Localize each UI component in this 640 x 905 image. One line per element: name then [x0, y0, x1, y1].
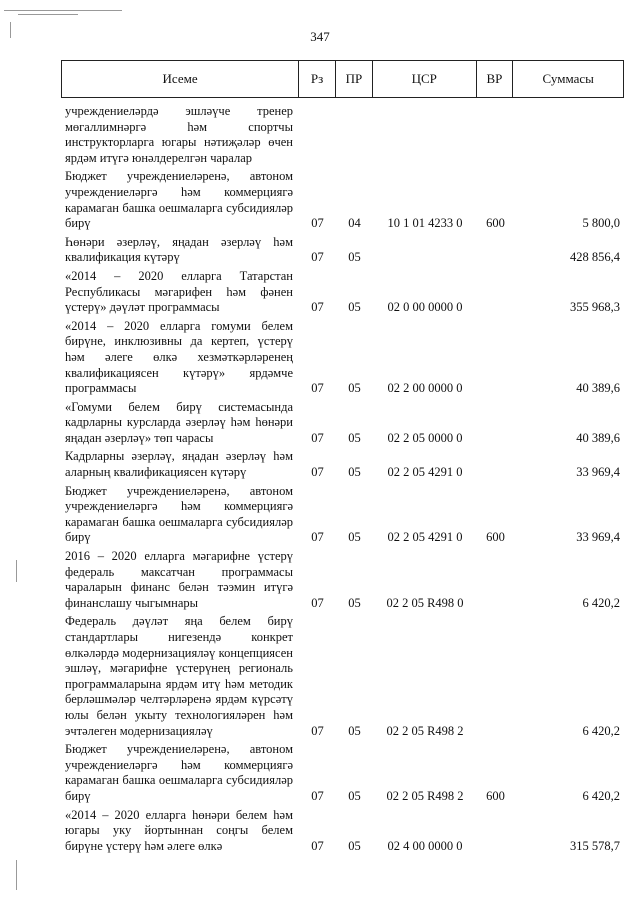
row-pr: 05	[348, 838, 361, 853]
row-csr: 02 0 00 0000 0	[387, 300, 463, 315]
row-rz: 07	[311, 430, 324, 445]
row-csr: 10 1 01 4233 0	[387, 216, 463, 231]
column-header-name: Исеме	[62, 61, 299, 97]
column-header-vr: ВР	[477, 61, 514, 97]
row-csr: 02 2 05 4291 0	[387, 465, 463, 480]
row-rz: 07	[311, 381, 324, 396]
row-name: «2014 – 2020 елларга Татарстан Республикасы мәгарифен һәм фәнен үстерү» дәүләт программасы	[65, 268, 293, 315]
page-number: 347	[310, 29, 330, 44]
table-body	[61, 104, 624, 857]
table-row	[61, 549, 624, 611]
row-name: Федераль дәүләт яңа белем бирү стандартлары нигезендә конкрет өлкәләрдә модернизацияләү концепциясен эшләү, мәгарифне үстерүнең региональ программаларына ярдәм итү һәм методик берләшмәләр челтәрләренә ярдәм күрсәтү юлы белән укыту технологияләрен һәм эчтәлеген модернизацияләү	[65, 614, 293, 738]
row-rz: 07	[311, 723, 324, 738]
table-row	[61, 400, 624, 447]
scan-artifact-line	[4, 10, 122, 11]
row-sum: 33 969,4	[576, 465, 620, 480]
row-name: «2014 – 2020 елларга һөнәри белем һәм югары уку йортыннан соңгы белем бирүне үстерү һәм әлеге өлкә	[65, 807, 293, 853]
row-name: Бюджет учреждениеләренә, автоном учреждениеләргә һәм коммерциягә карамаган башка оешмаларга субсидияләр бирү	[65, 169, 293, 231]
row-pr: 05	[348, 465, 361, 480]
table-row	[61, 614, 624, 739]
row-vr: 600	[486, 530, 505, 545]
binding-mark	[16, 860, 17, 890]
column-header-sum: Суммасы	[542, 71, 594, 86]
row-rz: 07	[311, 300, 324, 315]
row-csr: 02 2 05 R498 2	[386, 723, 464, 738]
column-header-csr: ЦСР	[373, 61, 477, 97]
row-sum: 355 968,3	[570, 300, 620, 315]
row-pr: 04	[348, 216, 361, 231]
row-csr: 02 2 05 0000 0	[387, 430, 463, 445]
row-name: Бюджет учреждениеләренә, автоном учреждениеләргә һәм коммерциягә карамаган башка оешмаларга субсидияләр бирү	[65, 483, 293, 545]
row-rz: 07	[311, 465, 324, 480]
row-sum: 40 389,6	[576, 430, 620, 445]
table-row	[61, 449, 624, 480]
row-pr: 05	[348, 300, 361, 315]
row-sum: 33 969,4	[576, 530, 620, 545]
table-row	[61, 269, 624, 316]
row-rz: 07	[311, 788, 324, 803]
row-pr: 05	[348, 430, 361, 445]
row-sum: 6 420,2	[582, 788, 620, 803]
row-csr: 02 2 05 4291 0	[387, 530, 463, 545]
table-row	[61, 742, 624, 804]
table-row	[61, 104, 624, 166]
table-row	[61, 169, 624, 231]
row-name: Һөнәри әзерләү, яңадан әзерләү һәм квалификация күтәрү	[65, 234, 293, 265]
row-pr: 05	[348, 788, 361, 803]
row-rz: 07	[311, 838, 324, 853]
row-name: учреждениеләрдә эшләүче тренер мөгаллимнәргә һәм спортчы инструкторларга югары нәтиҗәләр өчен ярдәм итүгә юнәлдерелгән чаралар	[65, 104, 293, 165]
row-csr: 02 4 00 0000 0	[387, 838, 463, 853]
row-csr: 02 2 00 0000 0	[387, 381, 463, 396]
table-header	[61, 60, 624, 98]
row-name: «Гомуми белем бирү системасында кадрларны курсларда әзерләү һәм һөнәри яңадан әзерләү» төп чарасы	[65, 399, 293, 445]
row-vr: 600	[486, 216, 505, 231]
row-sum: 5 800,0	[582, 216, 620, 231]
row-pr: 05	[348, 595, 361, 610]
row-sum: 6 420,2	[582, 723, 620, 738]
table-row	[61, 808, 624, 855]
row-name: 2016 – 2020 елларга мәгарифне үстерү федераль максатчан программасы чараларын финанс белән тәэмин итүгә финанслашу чыгымнары	[65, 549, 293, 610]
row-vr: 600	[486, 788, 505, 803]
row-sum: 315 578,7	[570, 838, 620, 853]
binding-mark	[16, 560, 17, 582]
row-pr: 05	[348, 723, 361, 738]
row-rz: 07	[311, 595, 324, 610]
row-name: Кадрларны әзерләү, яңадан әзерләү һәм аларның квалификациясен күтәрү	[65, 449, 293, 480]
row-rz: 07	[311, 216, 324, 231]
row-pr: 05	[348, 381, 361, 396]
row-name: Бюджет учреждениеләренә, автоном учреждениеләргә һәм коммерциягә карамаган башка оешмаларга субсидияләр бирү	[65, 742, 293, 803]
row-sum: 40 389,6	[576, 381, 620, 396]
row-pr: 05	[348, 530, 361, 545]
row-sum: 6 420,2	[582, 595, 620, 610]
row-csr: 02 2 05 R498 0	[386, 595, 464, 610]
column-header-rz: Рз	[299, 61, 336, 97]
column-header-pr: ПР	[336, 61, 373, 97]
row-rz: 07	[311, 530, 324, 545]
row-name: «2014 – 2020 елларга гомуми белем бирүне, инклюзивны да кертеп, үстерү һәм әлеге өлкә хезмәткәрләренең квалификациясен күтәрү» ярдәмче программасы	[65, 318, 293, 396]
row-rz: 07	[311, 250, 324, 265]
scan-artifact-line	[18, 14, 78, 15]
row-pr: 05	[348, 250, 361, 265]
row-sum: 428 856,4	[570, 250, 620, 265]
table-row	[61, 484, 624, 546]
table-row	[61, 235, 624, 266]
row-csr: 02 2 05 R498 2	[386, 788, 464, 803]
table-row	[61, 319, 624, 397]
